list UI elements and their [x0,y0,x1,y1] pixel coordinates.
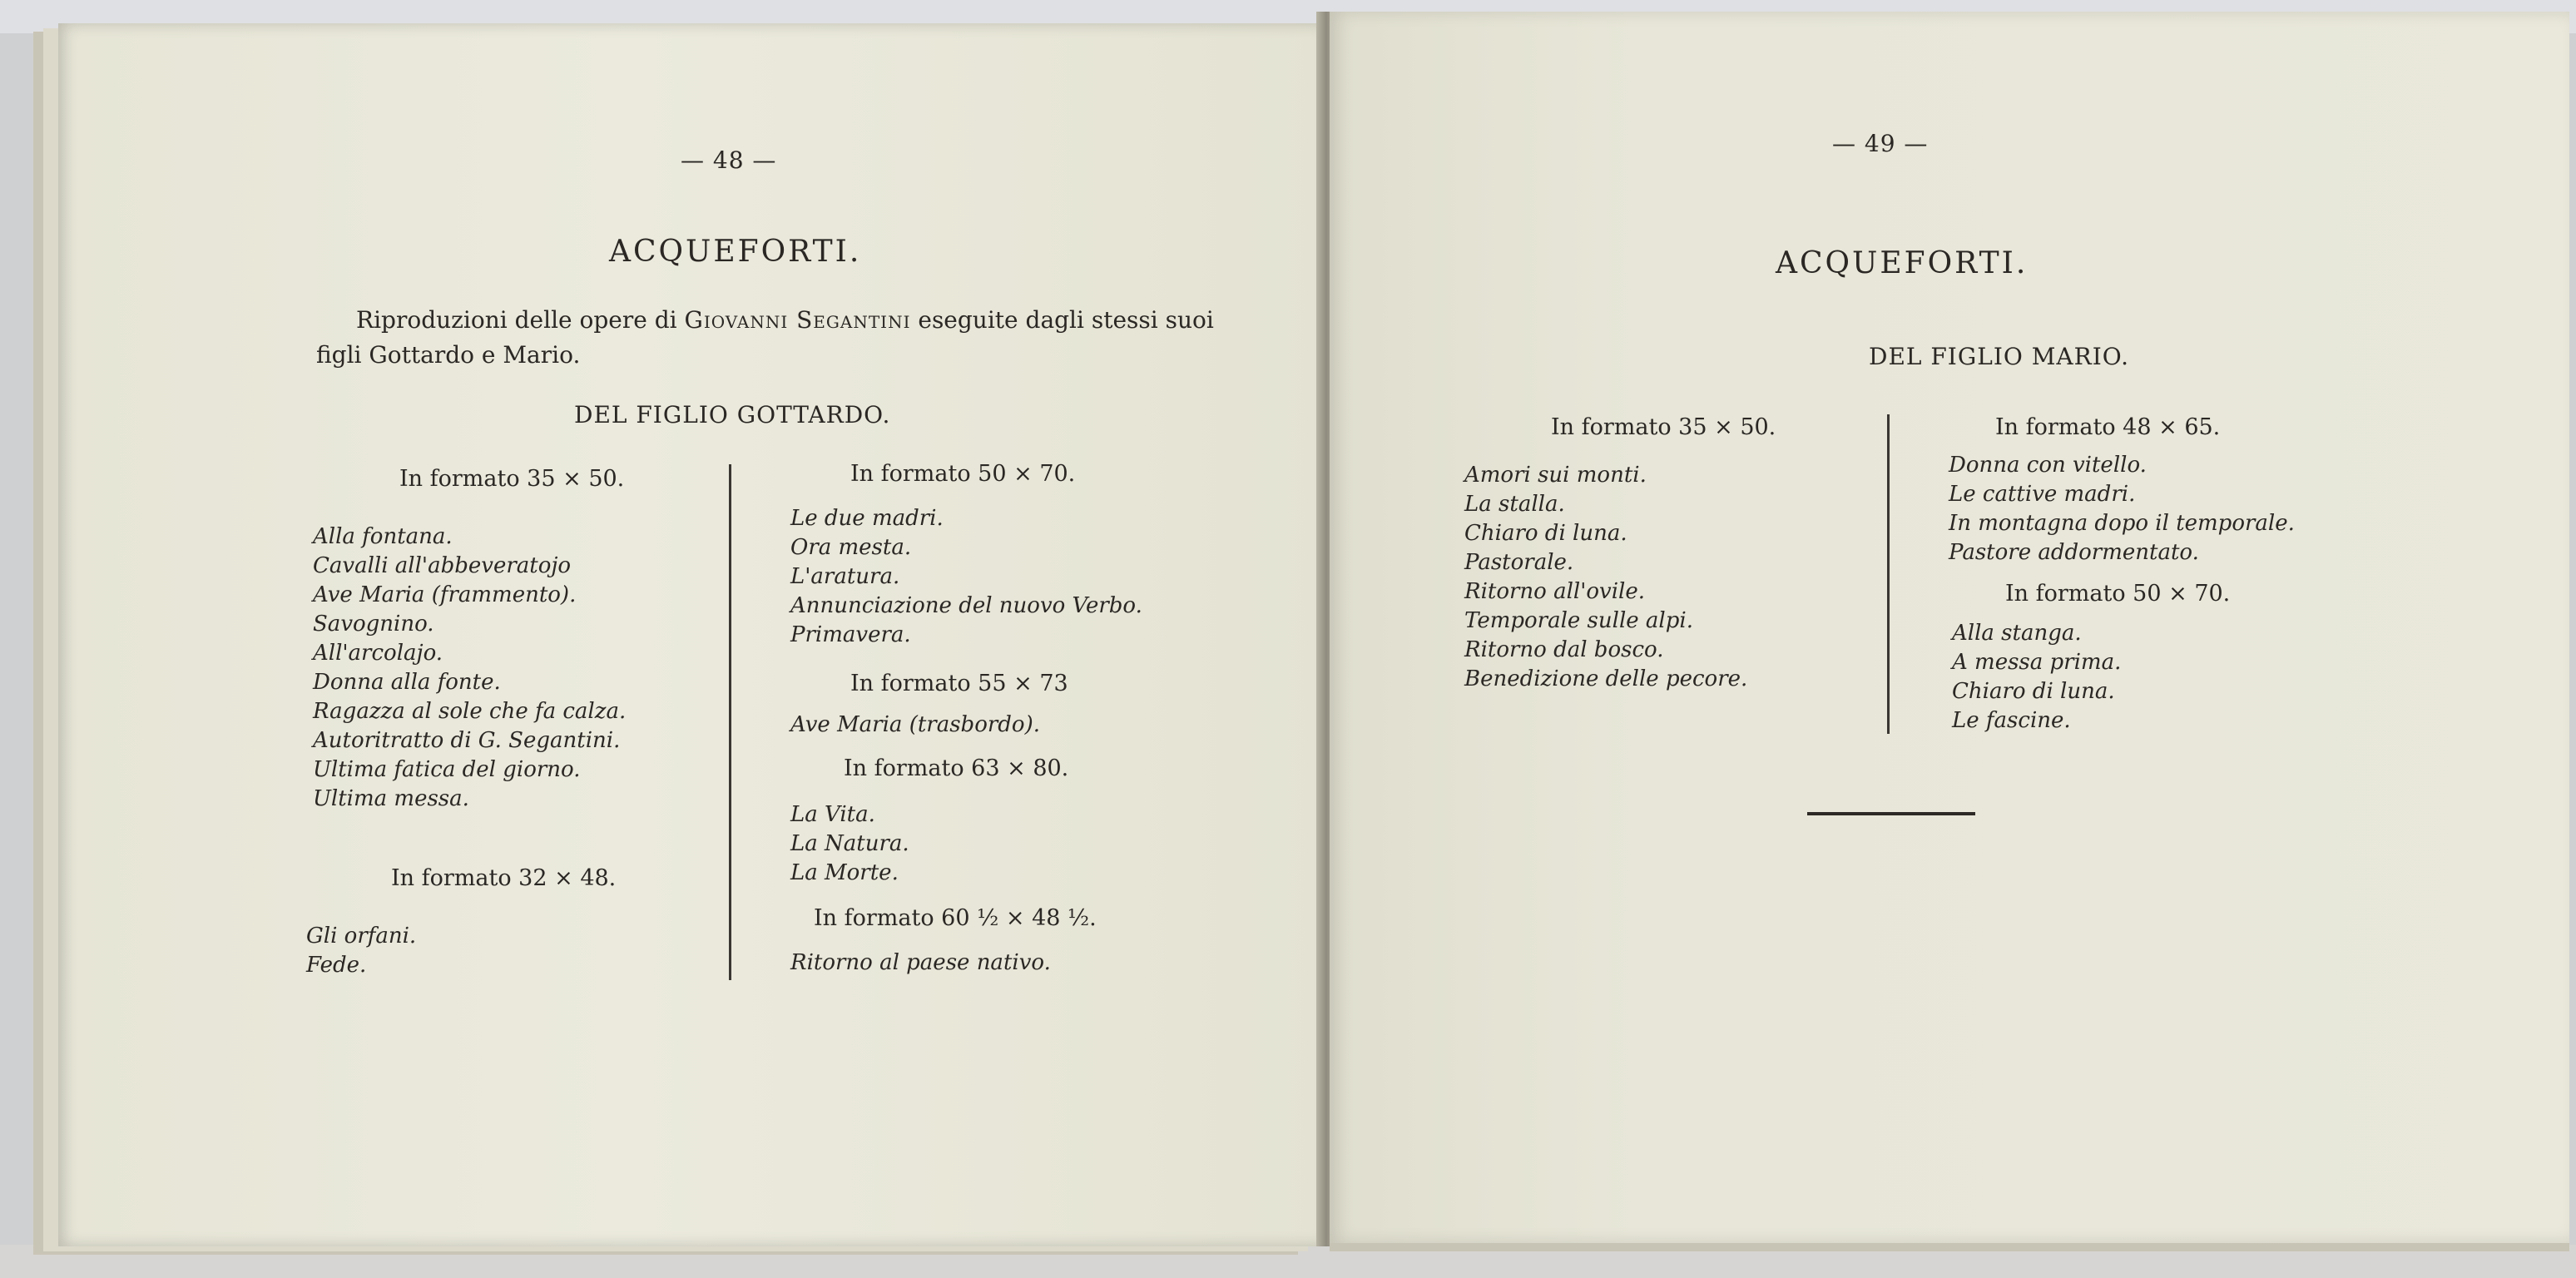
list-item: Fede. [306,953,367,978]
list-item: Ave Maria (trasbordo). [790,712,1040,737]
left-page [58,23,1323,1246]
intro-artist-name: Giovanni Segantini [684,306,911,334]
artwork-list [790,949,1051,978]
artwork-list [790,800,909,888]
artwork-list [1464,461,1747,694]
list-item: Amori sui monti. [1464,463,1647,488]
list-item: Ritorno dal bosco. [1464,637,1664,662]
page-number: — 49 — [1832,130,1929,157]
format-heading: In formato 32 ⨯ 48. [391,865,617,891]
right-page [1330,12,2569,1243]
list-item: La Vita. [790,802,875,827]
list-item: Chiaro di luna. [1464,521,1627,546]
section-title: DEL FIGLIO MARIO. [1869,343,2129,370]
list-item: Alla fontana. [313,524,453,549]
list-item: La Morte. [790,860,899,885]
list-item: Chiaro di luna. [1952,679,2115,704]
artwork-list [313,523,626,814]
column-divider [729,464,731,980]
format-heading: In formato 50 ⨯ 70. [850,461,1076,487]
list-item: Ave Maria (frammento). [313,582,577,607]
page-heading: ACQUEFORTI. [609,235,862,269]
list-item: Annunciazione del nuovo Verbo. [790,593,1142,618]
list-item: Benedizione delle pecore. [1464,666,1748,691]
list-item: Ragazza al sole che fa calza. [313,699,627,724]
list-item: Le due madri. [790,506,944,531]
list-item: La stalla. [1464,492,1565,517]
list-item: Donna con vitello. [1949,453,2147,478]
format-heading: In formato 48 ⨯ 65. [1995,414,2221,440]
artwork-list [790,711,1040,740]
backdrop-bottom [0,1245,2576,1278]
format-heading: In formato 35 ⨯ 50. [399,466,625,492]
list-item: Le fascine. [1952,708,2071,733]
list-item: Ora mesta. [790,535,912,560]
page-number: — 48 — [681,146,777,174]
intro-text-after: eseguite dagli stessi suoi figli Gottardo e Mario. [316,306,1214,369]
list-item: All'arcolajo. [313,641,443,666]
artwork-list [790,504,1142,650]
intro-paragraph [316,303,1248,373]
list-item: L'aratura. [790,564,900,589]
intro-text-before: Riproduzioni delle opere di [356,306,685,334]
section-title: DEL FIGLIO GOTTARDO. [574,401,891,428]
end-rule [1807,812,1975,815]
artwork-list [1949,451,2295,567]
format-heading: In formato 63 ⨯ 80. [844,755,1069,781]
artwork-list [306,922,416,980]
list-item: Temporale sulle alpi. [1464,608,1693,633]
column-divider [1887,414,1890,734]
list-item: Pastore addormentato. [1949,540,2199,565]
list-item: Ultima messa. [313,786,469,811]
list-item: Gli orfani. [306,924,417,949]
list-item: Alla stanga. [1952,621,2082,646]
artwork-list [1952,619,2121,736]
list-item: In montagna dopo il temporale. [1949,511,2295,536]
list-item: Ultima fatica del giorno. [313,757,581,782]
list-item: Primavera. [790,622,911,647]
list-item: Ritorno all'ovile. [1464,579,1645,604]
page-heading: ACQUEFORTI. [1776,246,2029,280]
list-item: La Natura. [790,831,909,856]
format-heading: In formato 50 ⨯ 70. [2005,581,2231,607]
list-item: Pastorale. [1464,550,1574,575]
list-item: Ritorno al paese nativo. [790,950,1051,975]
list-item: A messa prima. [1952,650,2122,675]
format-heading: In formato 35 ⨯ 50. [1551,414,1776,440]
list-item: Donna alla fonte. [313,670,501,695]
format-heading: In formato 60 ½ ⨯ 48 ½. [814,905,1097,931]
list-item: Le cattive madri. [1949,482,2136,507]
list-item: Savognino. [313,612,434,637]
format-heading: In formato 55 ⨯ 73 [850,671,1068,696]
list-item: Cavalli all'abbeveratojo [313,553,572,578]
list-item: Autoritratto di G. Segantini. [313,728,621,753]
